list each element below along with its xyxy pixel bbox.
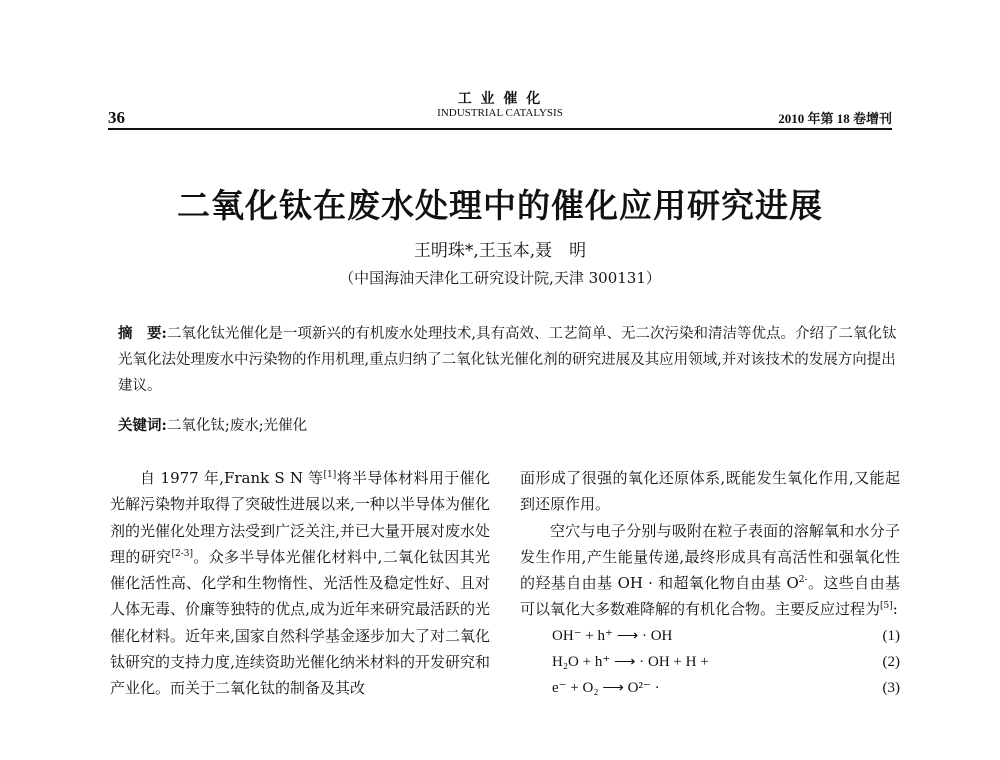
journal-name-en: INDUSTRIAL CATALYSIS xyxy=(437,107,563,119)
intro-text-a: 自 1977 年,Frank S N 等 xyxy=(140,469,324,487)
equation-1 xyxy=(520,623,900,649)
article-affiliation: （中国海油天津化工研究设计院,天津 300131） xyxy=(339,269,661,287)
equation-3-text: e⁻ + O₂ ⟶ O²⁻ · xyxy=(552,680,660,697)
article-authors: 王明珠*,王玉本,聂 明 xyxy=(413,241,587,261)
header-rule xyxy=(108,128,892,130)
mechanism-paragraph-2 xyxy=(520,518,900,623)
equation-2-text: H₂O + h⁺ ⟶ · OH + H + xyxy=(552,654,709,671)
citation-1: [1] xyxy=(323,470,337,480)
keywords-text: 二氧化钛;废水;光催化 xyxy=(166,418,308,434)
mechanism-text-b: 。这些自由基可以氧化大多数难降解的有机化合物。主要反应过程为 xyxy=(520,574,900,619)
citation-2-3: [2-3] xyxy=(171,548,193,559)
page-number: 36 xyxy=(108,108,125,127)
equation-1-text: OH⁻ + h⁺ ⟶ · OH xyxy=(552,627,673,644)
equation-3 xyxy=(520,675,900,701)
keywords-label: 关键词: xyxy=(118,417,167,434)
journal-name-cn: 工 业 催 化 xyxy=(457,91,543,107)
intro-text-b: 将半导体材料用于催化光解污染物并取得了突破性进展以来,一种以半导体为催化剂的光催化处理方法受到广泛关注,并已大量开展对废水处理的研究 xyxy=(110,469,490,566)
abstract-text: 二氧化钛光催化是一项新兴的有机废水处理技术,具有高效、工艺简单、无二次污染和清洁等优点。介绍了二氧化钛光氧化法处理废水中污染物的作用机理,重点归纳了二氧化钛光催化剂的研究进展及其应用领域,并对该技术的发展方向提出建议。 xyxy=(118,326,897,394)
superoxide-charge: 2- xyxy=(798,575,808,586)
keywords xyxy=(118,414,898,435)
abstract-label: 摘 要: xyxy=(118,325,167,342)
citation-5: [5] xyxy=(880,601,893,612)
mechanism-paragraph-1: 面形成了很强的氧化还原体系,既能发生氧化作用,又能起到还原作用。 xyxy=(520,469,900,514)
intro-paragraph xyxy=(110,465,490,702)
equation-2 xyxy=(520,649,900,675)
body-column-right xyxy=(520,465,900,702)
body-column-left xyxy=(110,465,490,702)
equation-2-number: (2) xyxy=(882,654,900,671)
abstract xyxy=(118,321,898,399)
mechanism-text-c: : xyxy=(892,600,898,619)
mechanism-text-a: 空穴与电子分别与吸附在粒子表面的溶解氧和水分子发生作用,产生能量传递,最终形成具有高活性和强氧化性的羟基自由基 OH · 和超氧化物自由基 O xyxy=(520,521,900,593)
intro-text-c: 。众多半导体光催化材料中,二氧化钛因其光催化活性高、化学和生物惰性、光活性及稳定性好、且对人体无毒、价廉等独特的优点,成为近年来研究最活跃的光催化材料。近年来,国家自然科学基金逐步加大了对二氧化钛研究的支持力度,连续资助光催化纳米材料的开发研究和产业化。而关于二氧化钛的制备及其改 xyxy=(110,547,490,698)
equation-3-number: (3) xyxy=(882,680,900,697)
issue-info: 2010 年第 18 卷增刊 xyxy=(778,111,892,126)
article-title: 二氧化钛在废水处理中的催化应用研究进展 xyxy=(177,186,823,225)
equation-1-number: (1) xyxy=(882,627,900,644)
